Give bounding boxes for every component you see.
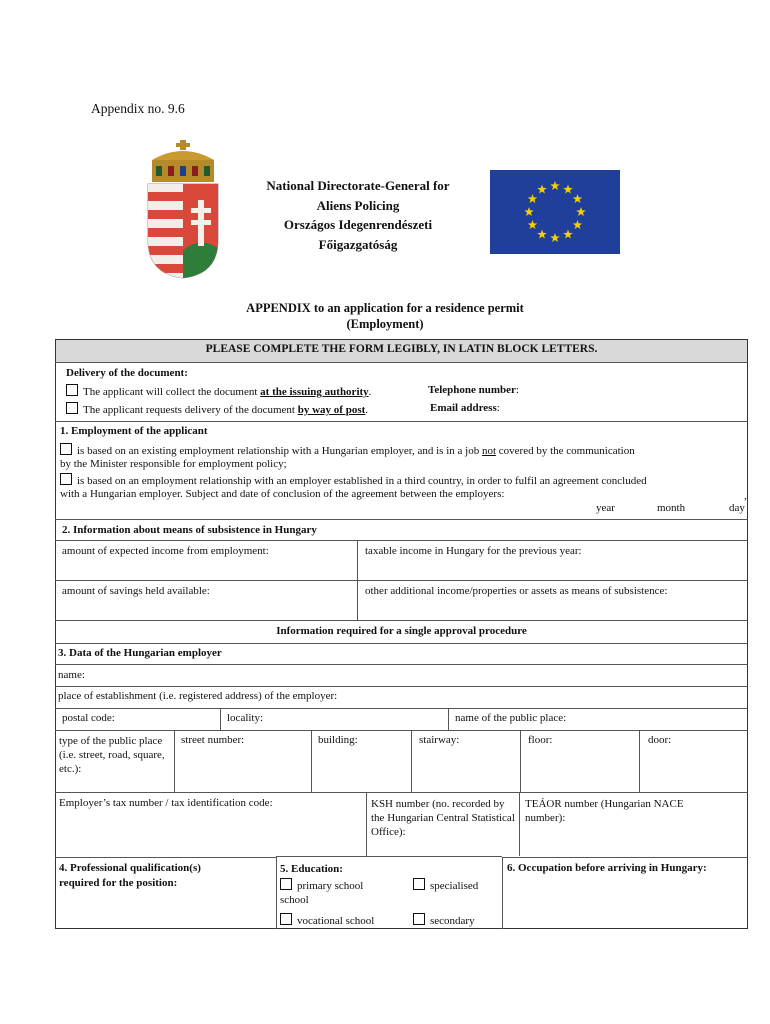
divider: [276, 856, 502, 857]
date-comma: ,: [744, 490, 747, 502]
third-country-checkbox[interactable]: [60, 473, 72, 485]
telephone-label-text: Telephone number: [428, 384, 516, 396]
year-label: year: [596, 502, 615, 514]
divider: [220, 708, 221, 730]
place-of-establishment-field[interactable]: place of establishment (i.e. registered address) of the employer:: [58, 690, 338, 702]
divider: [448, 708, 449, 730]
employment-option-existing[interactable]: [60, 443, 635, 457]
not-text: not: [481, 445, 497, 457]
post-text: The applicant requests delivery of the document: [83, 404, 298, 416]
income-employment-field[interactable]: amount of expected income from employment:: [62, 545, 269, 557]
divider: [55, 643, 748, 644]
eu-flag-icon: [490, 170, 620, 254]
divider: [174, 730, 175, 792]
vocational-school-checkbox[interactable]: [280, 913, 292, 925]
issuing-authority-text: at the issuing authority: [260, 386, 369, 398]
door-field[interactable]: door:: [648, 734, 672, 746]
existing-text: is based on an existing employment relationship with a Hungarian employer, and is in a job: [77, 445, 482, 457]
telephone-number-label: [428, 384, 519, 396]
agency-name: [238, 176, 478, 254]
postal-code-field[interactable]: postal code:: [62, 712, 115, 724]
education-secondary-option[interactable]: [413, 913, 475, 927]
taxable-income-field[interactable]: taxable income in Hungary for the previous year:: [365, 545, 582, 557]
agency-line-4: Főigazgatóság: [318, 236, 398, 252]
tax-number-field[interactable]: Employer’s tax number / tax identification code:: [59, 797, 273, 809]
primary-school-checkbox[interactable]: [280, 878, 292, 890]
instructions-banner: PLEASE COMPLETE THE FORM LEGIBLY, IN LATIN BLOCK LETTERS.: [205, 343, 598, 355]
section-3-heading: 3. Data of the Hungarian employer: [58, 647, 222, 659]
month-label: month: [657, 502, 686, 514]
teaor-number-field[interactable]: TEÁOR number (Hungarian NACE number):: [525, 798, 684, 824]
period: .: [368, 386, 372, 398]
section-1-heading: 1. Employment of the applicant: [60, 425, 208, 437]
appendix-number: Appendix no. 9.6: [91, 101, 185, 116]
primary-school-label: primary school: [297, 880, 364, 892]
delivery-heading: Delivery of the document:: [66, 367, 188, 379]
divider: [520, 730, 521, 792]
collect-text: The applicant will collect the document: [83, 386, 261, 398]
divider: [502, 857, 503, 929]
savings-field[interactable]: amount of savings held available:: [62, 585, 210, 597]
existing-text-end: covered by the communication: [496, 445, 635, 457]
divider: [55, 620, 748, 621]
education-primary-option[interactable]: [280, 878, 363, 892]
locality-field[interactable]: locality:: [227, 712, 264, 724]
divider: [55, 580, 748, 581]
floor-field[interactable]: floor:: [528, 734, 553, 746]
section-2-heading: 2. Information about means of subsistence in Hungary: [62, 524, 317, 536]
divider: [55, 664, 748, 665]
divider: [55, 792, 748, 793]
divider: [366, 792, 367, 856]
education-vocational-option[interactable]: [280, 913, 374, 927]
divider: [55, 686, 748, 687]
specialised-checkbox[interactable]: [413, 878, 425, 890]
divider: [357, 540, 358, 620]
employment-option-third-country[interactable]: [60, 473, 647, 487]
stairway-field[interactable]: stairway:: [419, 734, 460, 746]
divider: [55, 708, 748, 709]
divider: [55, 421, 748, 422]
divider: [276, 857, 277, 929]
form-title-line-2: (Employment): [346, 317, 424, 331]
day-label: day: [729, 502, 745, 514]
divider: [311, 730, 312, 792]
section-4-heading-line-2: required for the position:: [59, 877, 178, 889]
specialised-school-label: school: [280, 894, 309, 906]
section-6-heading: 6. Occupation before arriving in Hungary:: [507, 862, 707, 874]
period: .: [365, 404, 369, 416]
third-country-text: is based on an employment relationship with an employer established in a third country, in order to fulfil an agreement concluded: [77, 475, 647, 487]
divider: [502, 857, 748, 858]
divider: [55, 857, 276, 858]
secondary-label: secondary: [430, 915, 475, 927]
specialised-label: specialised: [430, 880, 479, 892]
agency-line-3: Országos Idegenrendészeti: [283, 217, 433, 232]
agency-line-1: National Directorate-General for: [266, 178, 450, 193]
form-title: [185, 300, 585, 332]
section-4-heading-line-1: 4. Professional qualification(s): [59, 862, 201, 874]
third-country-text-line-2: with a Hungarian employer. Subject and date of conclusion of the agreement between the employers:: [60, 488, 505, 500]
divider: [55, 540, 748, 541]
post-checkbox[interactable]: [66, 402, 78, 414]
email-address-label: [430, 402, 500, 414]
other-income-field[interactable]: other additional income/properties or assets as means of subsistence:: [365, 585, 668, 597]
divider: [519, 792, 520, 856]
delivery-option-post[interactable]: [66, 402, 368, 416]
divider: [411, 730, 412, 792]
hungarian-coat-of-arms-icon: [144, 140, 222, 280]
agency-line-2: Aliens Policing: [316, 197, 400, 213]
colon: :: [515, 384, 519, 396]
vocational-school-label: vocational school: [297, 915, 375, 927]
existing-text-line-2: by the Minister responsible for employment policy;: [60, 458, 287, 470]
existing-employment-checkbox[interactable]: [60, 443, 72, 455]
street-number-field[interactable]: street number:: [181, 734, 245, 746]
secondary-checkbox[interactable]: [413, 913, 425, 925]
education-specialised-option[interactable]: [413, 878, 478, 892]
building-field[interactable]: building:: [318, 734, 358, 746]
divider: [639, 730, 640, 792]
divider: [55, 519, 748, 520]
public-place-type-field[interactable]: type of the public place (i.e. street, road, square, etc.):: [59, 735, 165, 775]
divider: [55, 362, 748, 363]
section-5-heading: 5. Education:: [280, 863, 343, 875]
employer-name-field[interactable]: name:: [58, 669, 85, 681]
divider: [55, 730, 748, 731]
ksh-number-field[interactable]: KSH number (no. recorded by the Hungarian Central Statistical Office):: [371, 798, 515, 838]
delivery-option-collect[interactable]: [66, 384, 371, 398]
single-approval-heading: Information required for a single approval procedure: [276, 625, 527, 637]
colon: :: [496, 402, 500, 414]
form-title-line-1: APPENDIX to an application for a residence permit: [246, 301, 524, 315]
email-label-text: Email address: [430, 402, 497, 414]
public-place-name-field[interactable]: name of the public place:: [455, 712, 567, 724]
collect-checkbox[interactable]: [66, 384, 78, 396]
by-post-text: by way of post: [297, 404, 366, 416]
